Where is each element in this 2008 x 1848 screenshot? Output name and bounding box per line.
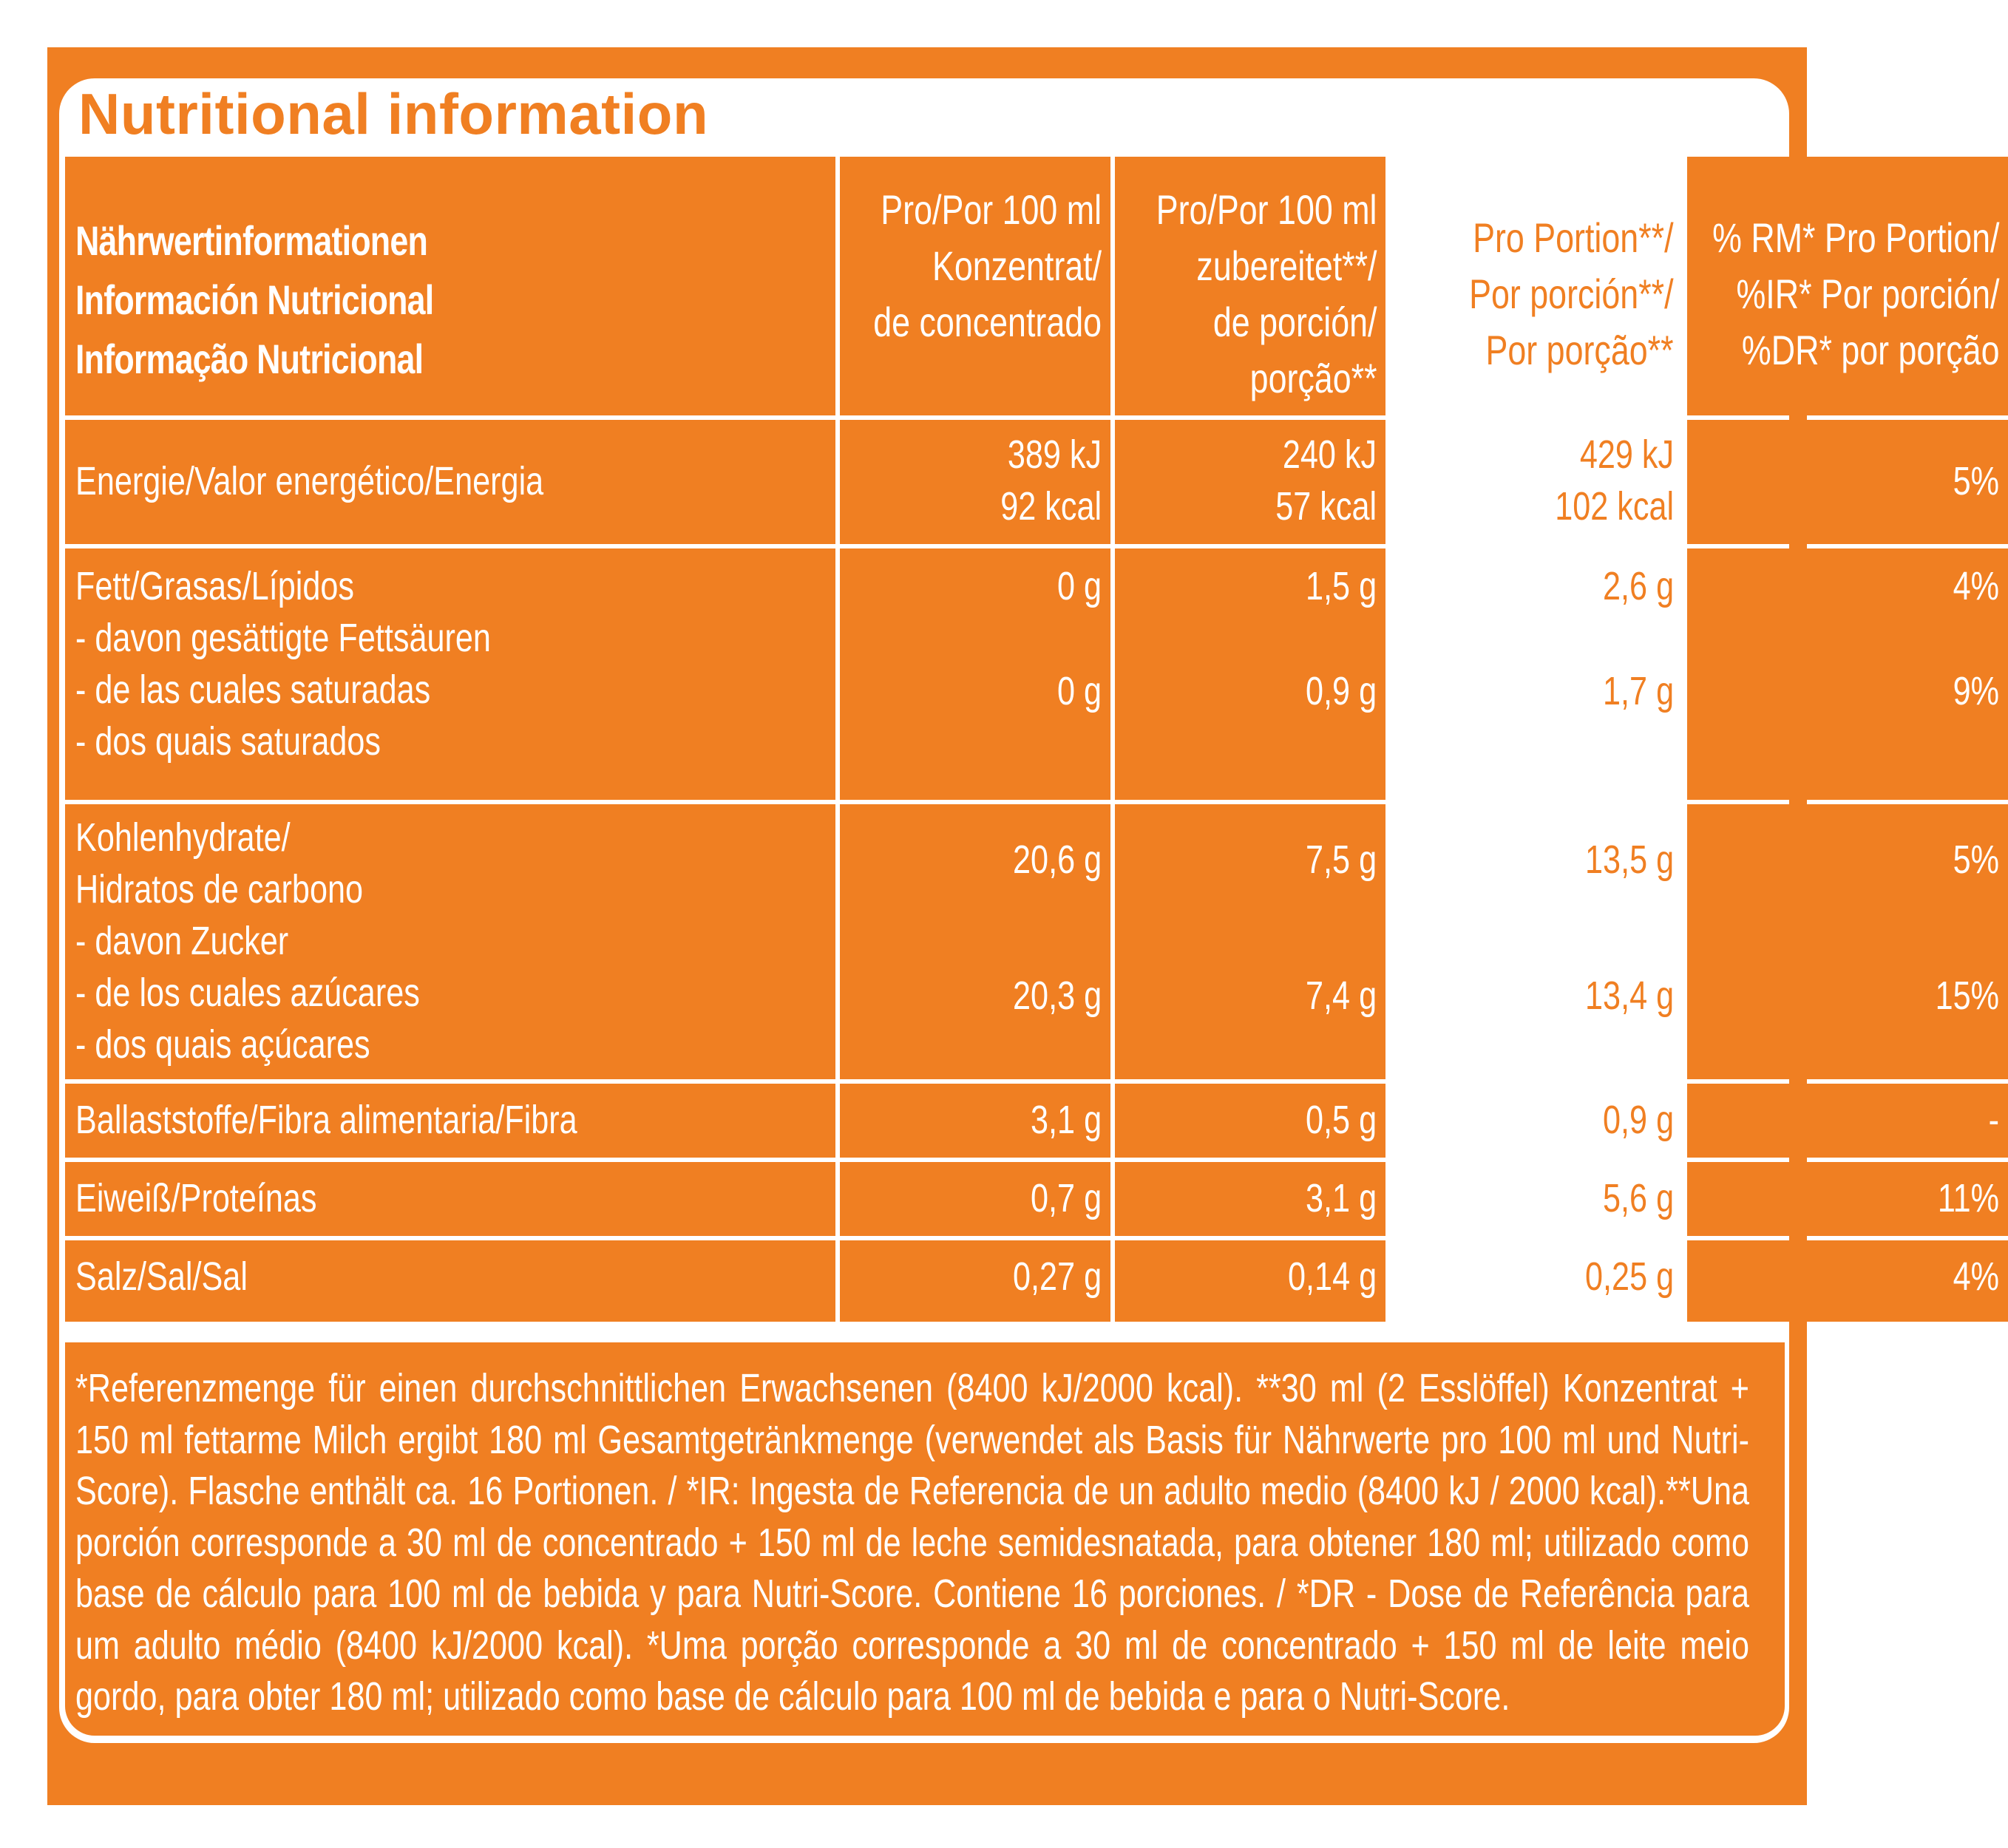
header-per-100ml-concentrate: Pro/Por 100 ml Konzentrat/ de concentrado: [840, 157, 1110, 415]
footnote-text: *Referenzmenge für einen durchschnittlichen Erwachsenen (8400 kJ/2000 kcal). **30 ml (2 Esslöffel) Konzentrat + 150 ml fettarme Milch ergibt 180 ml Gesamtgetränkmenge (verwendet als Basis für Nährwerte pro 100 ml und Nutri-Score). Flasche enthält ca. 16 Portionen. / *IR: Ingesta de Referencia de un adulto medio (8400 kJ / 2000 kcal).**Una porción corresponde a 30 ml de concentrado + 150 ml de leche semidesnatada, para obtener 180 ml; utilizado como base de cálculo para 100 ml de bebida y para Nutri-Score. Contiene 16 porciones. / *DR - Dose de Referência para um adulto médio (8400 kJ/2000 kcal). *Uma porção corresponde a 30 ml de concentrado + 150 ml de leite meio gordo, para obter 180 ml; utilizado como base de cálculo para 100 ml de bebida e para o Nutri-Score.: [75, 1366, 1749, 1719]
protein-reference-intake: 11%: [1687, 1162, 2008, 1236]
energy-reference-intake: 5%: [1687, 420, 2008, 544]
carbohydrates-per-100ml-concentrate: 20,6 g 20,3 g: [840, 804, 1110, 1079]
protein-label: Eiweiß/Proteínas: [65, 1162, 835, 1236]
fat-reference-intake: 4% 9%: [1687, 548, 2008, 800]
salt-per-portion: 0,25 g: [1390, 1240, 1683, 1322]
protein-per-portion: 5,6 g: [1390, 1162, 1683, 1236]
fibre-per-100ml-concentrate: 3,1 g: [840, 1084, 1110, 1158]
nutrition-table: [65, 157, 1999, 1338]
fat-per-100ml-prepared: 1,5 g 0,9 g: [1115, 548, 1385, 800]
carbohydrates-label: Kohlenhydrate/ Hidratos de carbono - davon Zucker - de los cuales azúcares - dos quais açúcares: [65, 804, 835, 1079]
protein-per-100ml-concentrate: 0,7 g: [840, 1162, 1110, 1236]
carbohydrates-per-100ml-prepared: 7,5 g 7,4 g: [1115, 804, 1385, 1079]
carbohydrates-reference-intake: 5% 15%: [1687, 804, 2008, 1079]
protein-per-100ml-prepared: 3,1 g: [1115, 1162, 1385, 1236]
energy-per-100ml-concentrate: 389 kJ 92 kcal: [840, 420, 1110, 544]
footnote-box: [65, 1342, 1785, 1736]
header-per-portion: Pro Portion**/ Por porción**/ Por porção**: [1390, 157, 1683, 415]
energy-per-portion: 429 kJ 102 kcal: [1390, 420, 1683, 544]
page-title: Nutritional information: [78, 81, 709, 146]
energy-per-100ml-prepared: 240 kJ 57 kcal: [1115, 420, 1385, 544]
fibre-label: Ballaststoffe/Fibra alimentaria/Fibra: [65, 1084, 835, 1158]
fibre-per-100ml-prepared: 0,5 g: [1115, 1084, 1385, 1158]
salt-reference-intake: 4%: [1687, 1240, 2008, 1322]
fat-per-portion: 2,6 g 1,7 g: [1390, 548, 1683, 800]
energy-label: Energie/Valor energético/Energia: [65, 420, 835, 544]
header-per-100ml-prepared: Pro/Por 100 ml zubereitet**/ de porción/ porção**: [1115, 157, 1385, 415]
fibre-reference-intake: -: [1687, 1084, 2008, 1158]
header-label: Nährwertinformationen Información Nutricional Informação Nutricional: [75, 217, 434, 382]
carbohydrates-per-portion: 13,5 g 13,4 g: [1390, 804, 1683, 1079]
fat-per-100ml-concentrate: 0 g 0 g: [840, 548, 1110, 800]
header-label-cell: [65, 157, 835, 415]
salt-per-100ml-prepared: 0,14 g: [1115, 1240, 1385, 1322]
salt-label: Salz/Sal/Sal: [65, 1240, 835, 1322]
fat-label: Fett/Grasas/Lípidos - davon gesättigte Fettsäuren - de las cuales saturadas - dos quais saturados: [65, 548, 835, 800]
salt-per-100ml-concentrate: 0,27 g: [840, 1240, 1110, 1322]
header-reference-intake: % RM* Pro Portion/ %IR* Por porción/ %DR* por porção: [1687, 157, 2008, 415]
fibre-per-portion: 0,9 g: [1390, 1084, 1683, 1158]
